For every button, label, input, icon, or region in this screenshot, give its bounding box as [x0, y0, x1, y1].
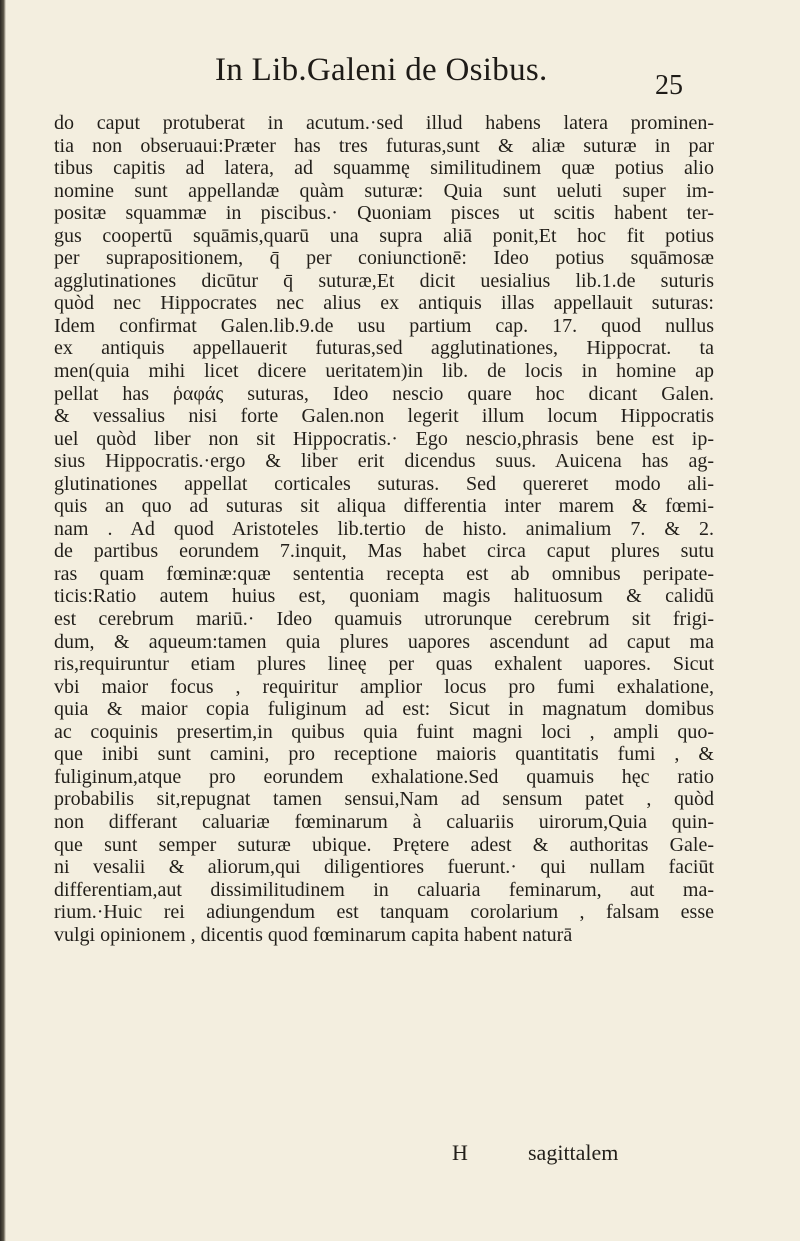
- text-line: sius Hippocratis.·ergo & liber erit dicendus suus. Auicena has ag-: [54, 450, 714, 473]
- text-line: & vessalius nisi forte Galen.non legerit illum locum Hippocratis: [54, 405, 714, 428]
- text-line: ex antiquis appellauerit futuras,sed agglutinationes, Hippocrat. ta: [54, 337, 714, 360]
- page-footer: [54, 1140, 714, 1168]
- page-number: 25: [655, 70, 683, 101]
- signature-mark: H: [452, 1140, 468, 1165]
- text-line: men(quia mihi licet dicere ueritatem)in lib. de locis in homine ap: [54, 360, 714, 383]
- text-line: probabilis sit,repugnat tamen sensui,Nam ad sensum patet , quòd: [54, 788, 714, 811]
- text-line: est cerebrum mariū.· Ideo quamuis utrorunque cerebrum sit frigi-: [54, 608, 714, 631]
- text-line: quia & maior copia fuliginum ad est: Sicut in magnatum domibus: [54, 698, 714, 721]
- text-line: vulgi opinionem , dicentis quod fœminarum capita habent naturā: [54, 923, 573, 946]
- text-line: ris,requiruntur etiam plures lineę per quas exhalent uapores. Sicut: [54, 653, 714, 676]
- text-line: Idem confirmat Galen.lib.9.de usu partium cap. 17. quod nullus: [54, 314, 714, 337]
- text-line: quis an quo ad suturas sit aliqua differentia inter marem & fœmi-: [54, 495, 714, 518]
- text-line: dum, & aqueum:tamen quia plures uapores ascendunt ad caput ma: [54, 630, 714, 653]
- running-head: In Lib.Galeni de Osibus.: [215, 52, 548, 88]
- text-line: rium.·Huic rei adiungendum est tanquam corolarium , falsam esse: [54, 901, 714, 924]
- text-line: ni vesalii & aliorum,qui diligentiores fuerunt.· qui nullam faciūt: [54, 856, 714, 879]
- text-line: gus coopertū squāmis,quarū una supra aliā ponit,Et hoc fit potius: [54, 224, 714, 247]
- text-line: per suprapositionem, q̄ per coniunctionē: Ideo potius squāmosæ: [54, 247, 714, 270]
- text-line: do caput protuberat in acutum.·sed illud habens latera prominen-: [54, 112, 714, 134]
- text-line: ac coquinis presertim,in quibus quia fuint magni loci , ampli quo-: [54, 720, 714, 743]
- text-line: que inibi sunt camini, pro receptione maioris quantitatis fumi , &: [54, 743, 714, 766]
- body-text: [54, 112, 714, 946]
- text-line: glutinationes appellat corticales suturas. Sed quereret modo ali-: [54, 472, 714, 495]
- text-line: nam . Ad quod Aristoteles lib.tertio de histo. animalium 7. & 2.: [54, 517, 714, 540]
- text-line: non differant caluariæ fœminarum à caluariis uirorum,Quia quin-: [54, 810, 714, 833]
- text-line: quòd nec Hippocrates nec alius ex antiquis illas appellauit suturas:: [54, 292, 714, 315]
- text-line: que sunt semper suturæ ubique. Prętere adest & authoritas Gale-: [54, 833, 714, 856]
- catchword: sagittalem: [528, 1140, 619, 1165]
- text-line: nomine sunt appellandæ quàm suturæ: Quia sunt ueluti super im-: [54, 179, 714, 202]
- text-line: fuliginum,atque pro eorundem exhalatione.Sed quamuis hęc ratio: [54, 765, 714, 788]
- text-line: vbi maior focus , requiritur amplior locus pro fumi exhalatione,: [54, 675, 714, 698]
- page-header: [0, 50, 800, 101]
- text-line: tibus capitis ad latera, ad squammę similitudinem quæ potius alio: [54, 157, 714, 180]
- page-edge-binding: [0, 0, 6, 1241]
- text-line: ticis:Ratio autem huius est, quoniam magis halituosum & calidū: [54, 585, 714, 608]
- text-line: tia non obseruaui:Præter has tres futuras,sunt & aliæ suturæ in par: [54, 134, 714, 157]
- text-line: agglutinationes dicūtur q̄ suturæ,Et dicit uesialius lib.1.de suturis: [54, 269, 714, 292]
- text-line: ras quam fœminæ:quæ sententia recepta est ab omnibus peripate-: [54, 562, 714, 585]
- text-line: de partibus eorundem 7.inquit, Mas habet circa caput plures sutu: [54, 540, 714, 563]
- text-line: positæ squammæ in piscibus.· Quoniam pisces ut scitis habent ter-: [54, 202, 714, 225]
- text-line: uel quòd liber non sit Hippocratis.· Ego nescio,phrasis bene est ip-: [54, 427, 714, 450]
- text-line: pellat has ῥαφάς suturas, Ideo nescio quare hoc dicant Galen.: [54, 382, 714, 405]
- text-line: differentiam,aut dissimilitudinem in caluaria feminarum, aut ma-: [54, 878, 714, 901]
